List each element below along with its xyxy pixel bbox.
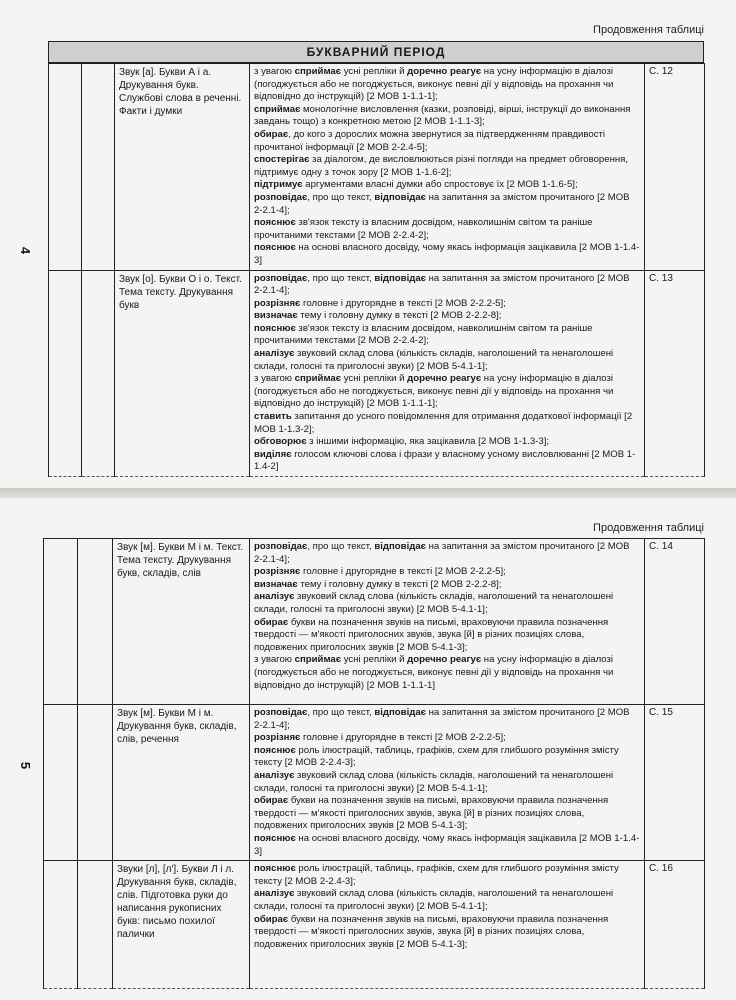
outcome-verb: відповідає — [374, 541, 426, 552]
empty-cell — [78, 705, 113, 861]
table-row — [44, 861, 705, 989]
outcome-line: обирає букви на позначення звуків на письмі, враховуючи правила позначення твердості — м'якості приголосних звуків, звука [й] в різних позиціях слова, подовжених приголосних звуків [2 МОВ 5-4.1-3]; — [254, 913, 609, 950]
outcome-verb: сприймає — [294, 66, 342, 77]
outcome-verb: обирає — [254, 128, 289, 140]
outcome-verb: пояснює — [254, 217, 296, 229]
outcome-verb: відповідає — [374, 272, 426, 284]
page-reference: С. 15 — [645, 705, 705, 861]
empty-cell — [44, 861, 78, 989]
lesson-topic: Звук [м]. Букви М і м. Текст. Тема тексту. Друкування букв, складів, слів — [113, 539, 250, 705]
outcome-verb: обговорює — [254, 436, 307, 448]
outcome-verb: сприймає — [294, 654, 342, 666]
page-reference: С. 12 — [645, 64, 705, 271]
learning-outcomes — [250, 705, 645, 861]
outcome-line: ставить запитання до усного повідомлення для отримання додаткової інформації [2 МОВ 1-1.3-2]; — [254, 411, 633, 435]
table-row — [44, 539, 705, 705]
outcome-verb: пояснює — [254, 322, 296, 334]
outcome-line: пояснює зв'язок тексту із власним досвідом, навколишнім світом та раніше прочитаними текстами [2 МОВ 2-2.4-2]; — [254, 322, 593, 347]
continuation-label: Продовження таблиці — [593, 24, 704, 36]
outcome-line: розповідає, про що текст, відповідає на запитання за змістом прочитаного [2 МОВ 2-2.1-4]; — [254, 541, 630, 565]
empty-cell — [49, 270, 82, 477]
outcome-verb: пояснює — [254, 863, 296, 875]
outcome-verb: розповідає — [254, 707, 308, 718]
outcome-verb: доречно реагує — [407, 373, 482, 385]
outcome-line: пояснює роль ілюстрацій, таблиць, графіків, схем для глибшого розуміння змісту тексту [2 МОВ 2-2.4-3]; — [254, 744, 619, 769]
outcome-verb: виділяє — [254, 448, 292, 460]
table-row — [44, 705, 705, 861]
outcome-line: пояснює на основі власного досвіду, чому якась інформація зацікавила [2 МОВ 1-1.4-3] — [254, 832, 640, 857]
outcome-line: виділяє голосом ключові слова і фрази у власному усному висловлюванні [2 МОВ 1-1.4-2] — [254, 448, 636, 473]
outcome-line: визначає тему і головну думку в тексті [2 МОВ 2-2.2-8]; — [254, 310, 502, 322]
outcome-line: розповідає, про що текст, відповідає на запитання за змістом прочитаного [2 МОВ 2-2.1-4]; — [254, 272, 630, 297]
outcome-line: визначає тему і головну думку в тексті [2 МОВ 2-2.2-8]; — [254, 578, 502, 590]
outcome-line: пояснює зв'язок тексту із власним досвідом, навколишнім світом та раніше прочитаними текстами [2 МОВ 2-2.4-2]; — [254, 217, 593, 241]
outcome-verb: підтримує — [254, 179, 303, 191]
outcome-verb: спостерігає — [254, 154, 310, 166]
outcome-verb: доречно реагує — [407, 654, 482, 666]
lesson-topic: Звук [м]. Букви М і м. Друкування букв, складів, слів, речення — [113, 705, 250, 861]
empty-cell — [49, 64, 82, 271]
outcome-verb: розрізняє — [254, 297, 301, 309]
outcome-line: обирає, до кого з дорослих можна звернутися за підтвердженням правдивості прочитаної інформації [2 МОВ 2-2.4-5]; — [254, 128, 606, 153]
table-row — [49, 64, 705, 271]
outcome-verb: аналізує — [254, 591, 295, 603]
outcome-line: пояснює на основі власного досвіду, чому якась інформація зацікавила [2 МОВ 1-1.4-3] — [254, 242, 640, 266]
outcome-line: з увагою сприймає усні репліки й доречно реагує на усну інформацію в діалозі (погоджується або не погоджується, виконує певні дії у відповідь на прохання чи відповідно до інструкцій) [2 МОВ 1-1.1-1]; — [254, 66, 614, 103]
outcome-verb: обирає — [254, 616, 289, 628]
outcome-verb: визначає — [254, 310, 298, 322]
outcome-line: пояснює роль ілюстрацій, таблиць, графіків, схем для глибшого розуміння змісту тексту [2 МОВ 2-2.4-3]; — [254, 863, 619, 887]
learning-outcomes — [250, 539, 645, 705]
lesson-topic: Звуки [л], [л']. Букви Л і л. Друкування букв, складів, слів. Підготовка руки до написання рукописних букв: письмо похилої палички — [113, 861, 250, 989]
outcome-verb: розповідає — [254, 191, 308, 203]
outcome-verb: розповідає — [254, 272, 308, 284]
outcome-verb: аналізує — [254, 769, 295, 781]
outcome-verb: розповідає — [254, 541, 308, 552]
outcome-line: обирає букви на позначення звуків на письмі, враховуючи правила позначення твердості — м'якості приголосних звуків, звука [й] в різних позиціях слова, подовжених приголосних звуків [2 МОВ 5-4.1-3]; — [254, 616, 609, 653]
page-reference: С. 14 — [645, 539, 705, 705]
page-top — [0, 0, 736, 488]
outcome-verb: аналізує — [254, 348, 295, 360]
outcome-verb: ставить — [254, 411, 292, 423]
outcome-verb: розрізняє — [254, 566, 301, 578]
learning-outcomes — [250, 64, 645, 271]
empty-cell — [78, 539, 113, 705]
page-gap — [0, 488, 736, 498]
continuation-label: Продовження таблиці — [593, 522, 704, 534]
outcome-line: розрізняє головне і другорядне в тексті [2 МОВ 2-2.2-5]; — [254, 732, 506, 744]
outcome-verb: аналізує — [254, 888, 295, 900]
outcome-verb: пояснює — [254, 832, 296, 844]
outcome-line: підтримує аргументами власні думки або спростовує їх [2 МОВ 1-1.6-5]; — [254, 179, 578, 191]
learning-outcomes — [250, 270, 645, 477]
outcome-verb: пояснює — [254, 744, 296, 756]
curriculum-table — [43, 538, 705, 989]
outcome-line: аналізує звуковий склад слова (кількість складів, наголошений та ненаголошені склади, голосні та приголосні звуки) [2 МОВ 5-4.1-1]; — [254, 591, 614, 615]
outcome-line: аналізує звуковий склад слова (кількість складів, наголошений та ненаголошені склади, голосні та приголосні звуки) [2 МОВ 5-4.1-1]; — [254, 888, 614, 912]
page-number: 4 — [18, 246, 34, 255]
learning-outcomes — [250, 861, 645, 989]
empty-cell — [82, 270, 115, 477]
outcome-line: з увагою сприймає усні репліки й доречно реагує на усну інформацію в діалозі (погоджується або не погоджується, виконує певні дії у відповідь на прохання чи відповідно до інструкцій) [2 МОВ 1-1.1-1] — [254, 654, 614, 691]
page-reference: С. 16 — [645, 861, 705, 989]
outcome-verb: відповідає — [374, 191, 426, 203]
outcome-verb: розрізняє — [254, 732, 301, 744]
outcome-verb: визначає — [254, 578, 298, 590]
outcome-line: розрізняє головне і другорядне в тексті [2 МОВ 2-2.2-5]; — [254, 566, 506, 578]
outcome-verb: пояснює — [254, 242, 296, 254]
outcome-line: розповідає, про що текст, відповідає на запитання за змістом прочитаного [2 МОВ 2-2.1-4]; — [254, 707, 630, 731]
outcome-line: сприймає монологічне висловлення (казки, розповіді, вірші, інструкції до виконання завдань тощо) з конкретною метою [2 МОВ 1-1.1-3]; — [254, 103, 631, 128]
section-title: БУКВАРНИЙ ПЕРІОД — [48, 41, 704, 63]
empty-cell — [44, 539, 78, 705]
outcome-line: з увагою сприймає усні репліки й доречно реагує на усну інформацію в діалозі (погоджується або не погоджується, виконує певні дії у відповідь на прохання чи відповідно до інструкцій) [2 МОВ 1-1.1-1]; — [254, 373, 614, 410]
empty-cell — [44, 705, 78, 861]
outcome-line: розрізняє головне і другорядне в тексті [2 МОВ 2-2.2-5]; — [254, 297, 506, 309]
outcome-verb: обирає — [254, 913, 289, 925]
outcome-line: аналізує звуковий склад слова (кількість складів, наголошений та ненаголошені склади, голосні та приголосні звуки) [2 МОВ 5-4.1-1]; — [254, 769, 614, 794]
page-number: 5 — [18, 761, 34, 770]
outcome-verb: доречно реагує — [407, 66, 482, 77]
outcome-verb: обирає — [254, 795, 289, 807]
outcome-line: аналізує звуковий склад слова (кількість складів, наголошений та ненаголошені склади, голосні та приголосні звуки) [2 МОВ 5-4.1-1]; — [254, 348, 614, 372]
outcome-line: спостерігає за діалогом, де висловлюються різні погляди на предмет обговорення, підтримує одну з точок зору [2 МОВ 1-1.6-2]; — [254, 154, 629, 178]
page-reference: С. 13 — [645, 270, 705, 477]
lesson-topic: Звук [а]. Букви А і а. Друкування букв. Службові слова в реченні. Факти і думки — [115, 64, 250, 271]
outcome-line: розповідає, про що текст, відповідає на запитання за змістом прочитаного [2 МОВ 2-2.1-4]; — [254, 191, 630, 216]
empty-cell — [78, 861, 113, 989]
lesson-topic: Звук [о]. Букви О і о. Текст. Тема тексту. Друкування букв — [115, 270, 250, 477]
outcome-verb: сприймає — [254, 103, 301, 115]
page-bottom — [0, 498, 736, 1000]
table-row — [49, 270, 705, 477]
outcome-verb: відповідає — [374, 707, 426, 718]
outcome-line: обговорює з іншими інформацію, яка зацікавила [2 МОВ 1-1.3-3]; — [254, 436, 550, 448]
outcome-verb: сприймає — [294, 373, 342, 385]
outcome-line: обирає букви на позначення звуків на письмі, враховуючи правила позначення твердості — м'якості приголосних звуків, звука [й] в різних позиціях слова, подовжених приголосних звуків [2 МОВ 5-4.1-3]; — [254, 795, 609, 832]
empty-cell — [82, 64, 115, 271]
curriculum-table — [48, 63, 705, 477]
